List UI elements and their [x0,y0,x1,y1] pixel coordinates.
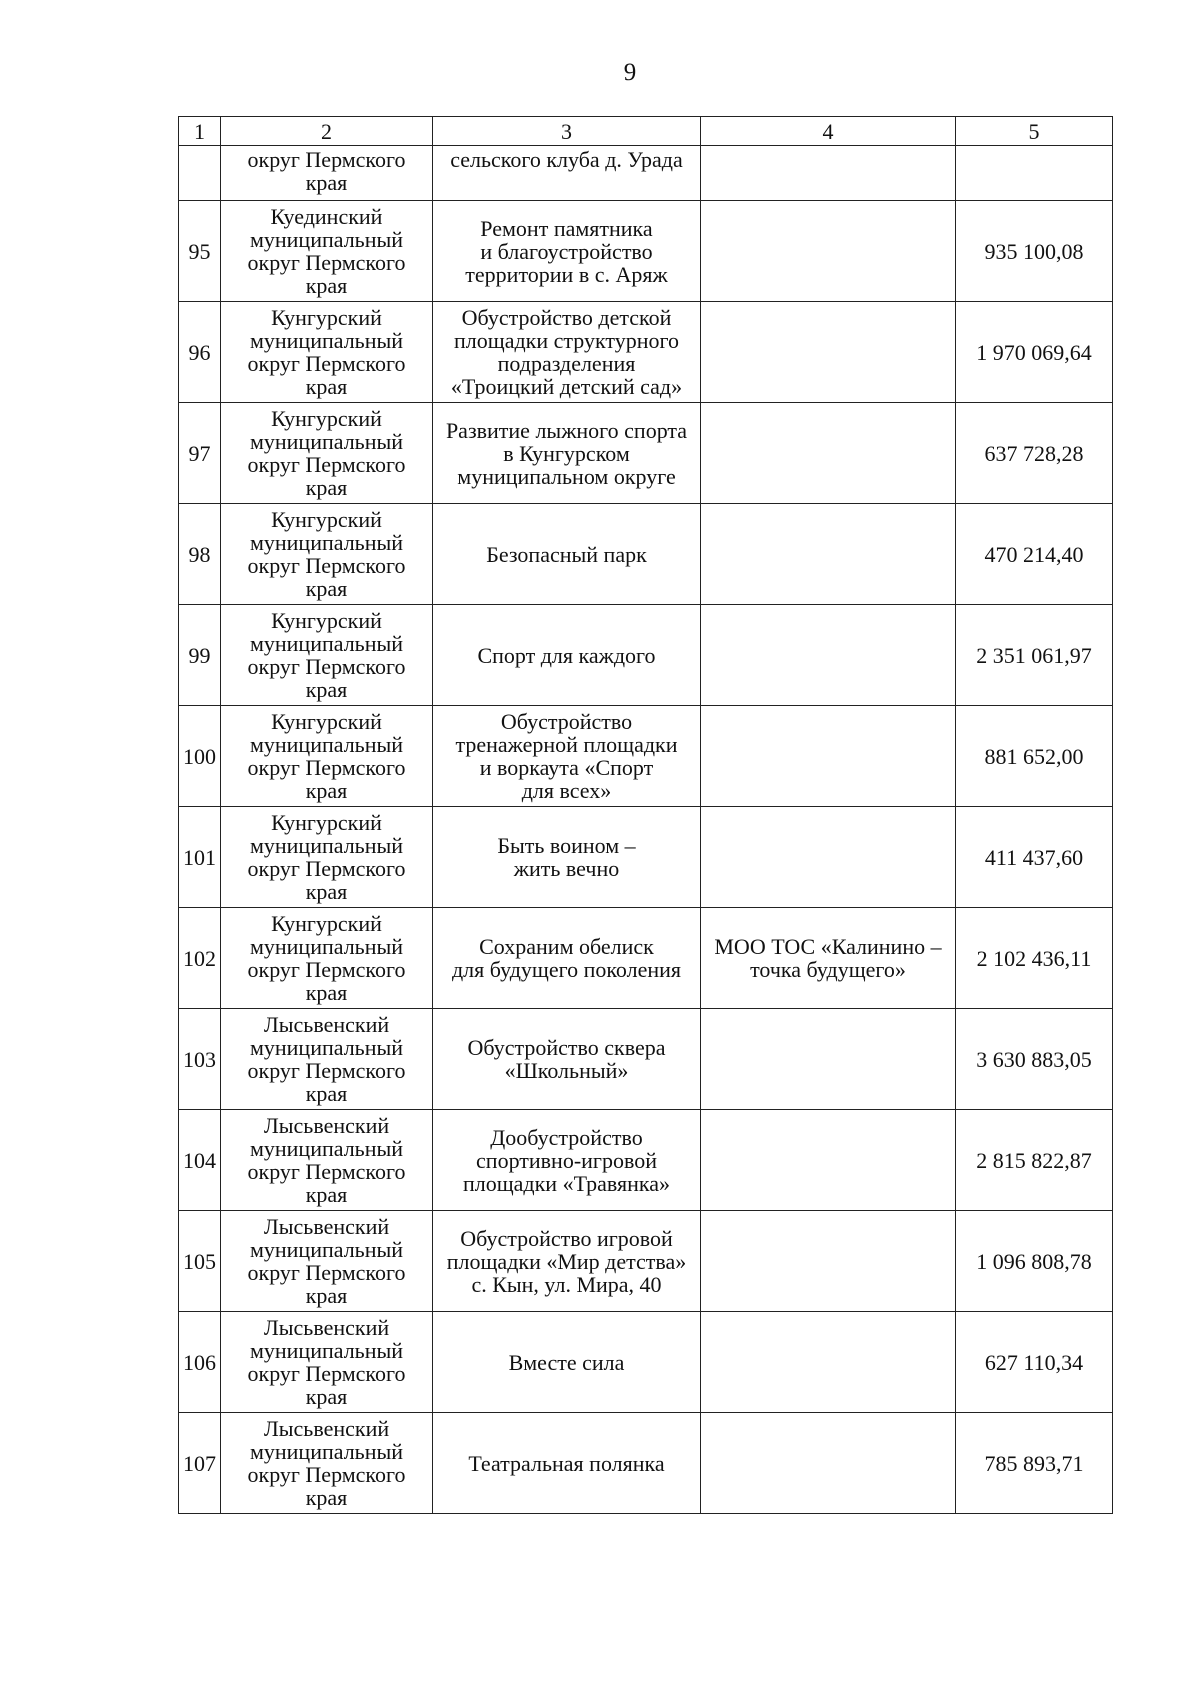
row-number: 107 [183,1450,216,1476]
municipality-text: Куединский муниципальный округ Пермского края [247,204,406,298]
organization-cell [701,1312,956,1413]
organization-cell [701,706,956,807]
row-number-cell [179,201,221,302]
organization-cell [701,302,956,403]
row-number-cell [179,146,221,201]
municipality-cell [221,403,433,504]
amount-text: 411 437,60 [984,844,1084,870]
amount-text: 2 102 436,11 [976,945,1092,971]
project-text: Спорт для каждого [477,642,656,668]
project-text: Обустройство детской площадки структурного подразделения «Троицкий детский сад» [450,305,683,399]
amount-cell [956,403,1113,504]
page-number: 9 [623,59,637,86]
project-text: Театральная полянка [468,1450,665,1476]
municipality-cell [221,504,433,605]
row-number: 102 [183,945,216,971]
municipality-text: Кунгурский муниципальный округ Пермского края [247,810,406,904]
municipality-cell [221,1211,433,1312]
row-number: 105 [183,1248,216,1274]
municipality-cell [221,807,433,908]
project-text: Сохраним обелиск для будущего поколения [451,934,682,982]
column-header: 1 [179,117,221,146]
project-cell [433,807,701,908]
municipality-text: Лысьвенский муниципальный округ Пермского края [247,1012,406,1106]
amount-text: 3 630 883,05 [976,1046,1092,1072]
organization-cell [701,908,956,1009]
project-text: Развитие лыжного спорта в Кунгурском муниципальном округе [445,417,688,489]
project-cell [433,1413,701,1514]
amount-text: 2 351 061,97 [976,642,1092,668]
table-row [179,201,1113,302]
row-number-cell [179,1211,221,1312]
amount-text: 637 728,28 [984,440,1084,466]
project-cell [433,146,701,201]
project-cell [433,302,701,403]
project-text: Ремонт памятника и благоустройство территории в с. Аряж [465,215,668,287]
row-number: 96 [188,339,211,365]
project-cell [433,1110,701,1211]
project-text: Обустройство тренажерной площадки и воркаута «Спорт для всех» [455,709,678,803]
row-number-cell [179,504,221,605]
row-number: 98 [188,541,211,567]
row-number: 99 [188,642,211,668]
municipality-cell [221,1312,433,1413]
row-number: 101 [183,844,216,870]
organization-text: МОО ТОС «Калинино – точка будущего» [714,934,942,982]
organization-cell [701,1009,956,1110]
organization-cell [701,403,956,504]
project-cell [433,1009,701,1110]
table-row [179,1110,1113,1211]
organization-cell [701,1110,956,1211]
amount-text: 470 214,40 [984,541,1084,567]
row-number: 104 [183,1147,216,1173]
row-number-cell [179,1312,221,1413]
row-number-cell [179,807,221,908]
project-cell [433,403,701,504]
row-number-cell [179,403,221,504]
project-cell [433,201,701,302]
municipality-text: Кунгурский муниципальный округ Пермского края [247,305,406,399]
municipality-text: округ Пермского края [247,147,406,195]
amount-cell [956,504,1113,605]
row-number-cell [179,1110,221,1211]
municipality-cell [221,706,433,807]
row-number: 106 [183,1349,216,1375]
column-header: 3 [433,117,701,146]
amount-cell [956,1211,1113,1312]
table-row [179,403,1113,504]
row-number-cell [179,1413,221,1514]
row-number-cell [179,605,221,706]
project-text: Быть воином – жить вечно [497,833,636,881]
table-row [179,302,1113,403]
column-header: 2 [221,117,433,146]
header-row [179,117,1113,146]
table-row [179,1413,1113,1514]
table-row [179,504,1113,605]
amount-cell [956,1413,1113,1514]
row-number-cell [179,908,221,1009]
project-text: Дообустройство спортивно-игровой площадки «Травянка» [462,1124,671,1196]
row-number: 95 [188,238,211,264]
municipality-cell [221,146,433,201]
table-row [179,1211,1113,1312]
organization-cell [701,605,956,706]
amount-text: 935 100,08 [984,238,1084,264]
amount-cell [956,1110,1113,1211]
row-number: 100 [183,743,216,769]
amount-text: 627 110,34 [984,1349,1084,1375]
project-cell [433,908,701,1009]
amount-cell [956,706,1113,807]
amount-cell [956,302,1113,403]
organization-cell [701,807,956,908]
municipality-text: Лысьвенский муниципальный округ Пермского края [247,1113,406,1207]
project-text: Обустройство игровой площадки «Мир детства» с. Кын, ул. Мира, 40 [446,1225,687,1297]
table-row [179,908,1113,1009]
municipality-text: Кунгурский муниципальный округ Пермского края [247,608,406,702]
table-row [179,1009,1113,1110]
municipality-text: Лысьвенский муниципальный округ Пермского края [247,1315,406,1409]
table-row [179,706,1113,807]
municipality-cell [221,302,433,403]
amount-cell [956,1009,1113,1110]
row-number-cell [179,302,221,403]
table-row [179,605,1113,706]
row-number: 97 [188,440,211,466]
municipality-cell [221,1110,433,1211]
project-text: сельского клуба д. Урада [450,147,683,172]
amount-cell [956,807,1113,908]
row-number: 103 [183,1046,216,1072]
amount-cell [956,201,1113,302]
amount-text: 1 970 069,64 [976,339,1092,365]
amount-cell [956,1312,1113,1413]
amount-text: 1 096 808,78 [976,1248,1092,1274]
project-text: Безопасный парк [486,541,647,567]
project-cell [433,706,701,807]
project-text: Вместе сила [508,1349,625,1375]
municipality-text: Лысьвенский муниципальный округ Пермского края [247,1214,406,1308]
organization-cell [701,1413,956,1514]
organization-cell [701,504,956,605]
municipality-cell [221,1413,433,1514]
table-row [179,807,1113,908]
amount-text: 881 652,00 [984,743,1084,769]
organization-cell [701,1211,956,1312]
municipality-text: Лысьвенский муниципальный округ Пермского края [247,1416,406,1510]
row-number-cell [179,1009,221,1110]
amount-text: 785 893,71 [984,1450,1084,1476]
municipality-cell [221,908,433,1009]
organization-cell [701,201,956,302]
project-text: Обустройство сквера «Школьный» [467,1035,666,1083]
project-cell [433,1211,701,1312]
amount-cell [956,605,1113,706]
projects-table [178,116,1113,1514]
municipality-text: Кунгурский муниципальный округ Пермского края [247,911,406,1005]
project-cell [433,504,701,605]
municipality-text: Кунгурский муниципальный округ Пермского края [247,709,406,803]
row-number-cell [179,706,221,807]
project-cell [433,605,701,706]
municipality-text: Кунгурский муниципальный округ Пермского края [247,507,406,601]
table-row [179,1312,1113,1413]
column-header: 4 [701,117,956,146]
amount-text: 2 815 822,87 [976,1147,1092,1173]
column-header: 5 [956,117,1113,146]
municipality-cell [221,201,433,302]
table-row-continuation [179,146,1113,201]
organization-cell [701,146,956,201]
municipality-cell [221,605,433,706]
table-body [179,146,1113,1514]
municipality-cell [221,1009,433,1110]
municipality-text: Кунгурский муниципальный округ Пермского края [247,406,406,500]
amount-cell [956,146,1113,201]
amount-cell [956,908,1113,1009]
project-cell [433,1312,701,1413]
